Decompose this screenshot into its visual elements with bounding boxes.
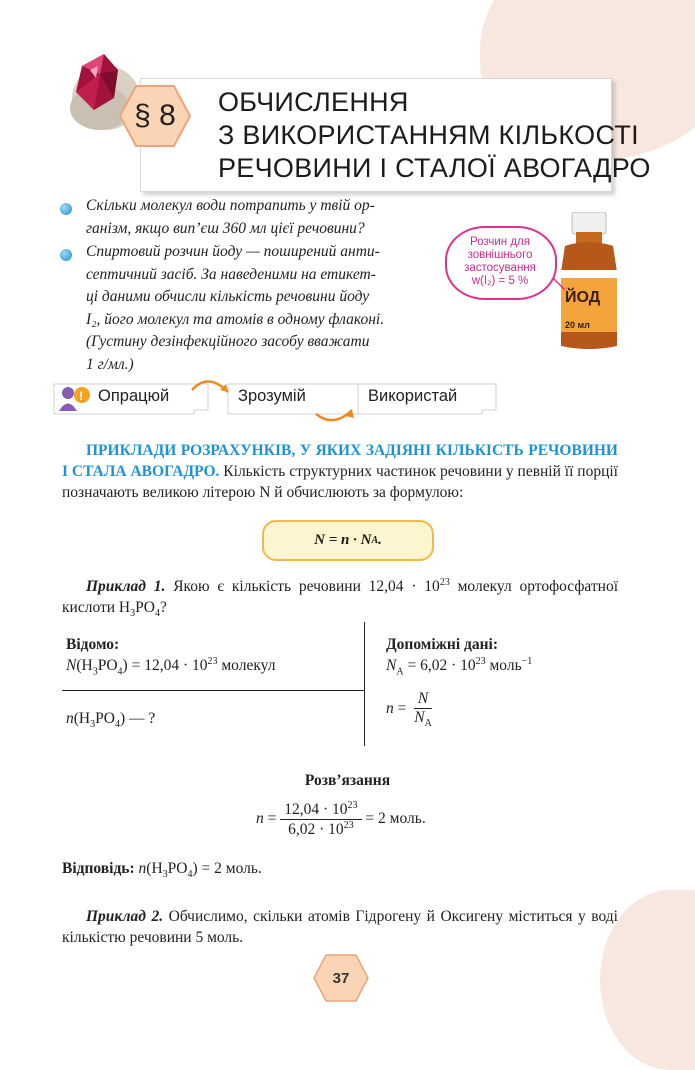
question-2-line: (Густину дезінфекційного засобу вважати	[86, 333, 370, 350]
example-1-text: PO	[135, 599, 155, 617]
question-2-line: 1 г/мл.)	[86, 355, 134, 373]
example-1-exp: 23	[439, 577, 450, 588]
page-number: 37	[332, 969, 350, 987]
aux-number: = 6,02 · 10	[403, 657, 476, 675]
callout-line: зовнішнього	[467, 249, 533, 261]
aux-title: Допоміжні дані:	[386, 636, 499, 653]
question-2-line: септичний засіб. За наведеними на етикет-	[86, 265, 376, 283]
answer-label: Відповідь:	[62, 860, 135, 877]
find-value: $n(H_3PO_4)$ — ?	[66, 710, 156, 731]
svg-text:!: !	[79, 389, 83, 403]
section-title	[218, 86, 651, 185]
callout-line: w(I₂) = 5 %	[471, 275, 529, 287]
formula-main: N = n · N	[314, 532, 372, 548]
question-2-line: ці даними обчисли кількість речовини йоду	[86, 288, 370, 305]
example-1-text: ?	[159, 599, 167, 617]
given-value: $N(H_3PO_4) = 12,04 \cdot 10^{23}$ молекул	[66, 656, 276, 678]
bullet-icon	[60, 249, 72, 261]
question-1	[86, 195, 446, 240]
callout-line: застосування	[464, 262, 536, 274]
example-1-text: Якою є кількість речовини 12,04 · 10	[165, 578, 440, 596]
given-title: Відомо:	[66, 636, 120, 653]
answer-value: = 2 моль.	[197, 860, 262, 877]
formula-sub: A	[371, 535, 379, 546]
section-title-line-2: З ВИКОРИСТАННЯМ КІЛЬКОСТІ	[218, 120, 639, 150]
question-1-line: ганізм, якщо вип’єш 360 мл цієї речовини?	[86, 219, 365, 237]
callout-line: Розчин для	[470, 236, 530, 248]
solution-den-exp: 23	[343, 820, 354, 832]
example-2-statement	[62, 906, 618, 948]
bottle-volume: 20 мл	[565, 320, 590, 330]
question-1-line: Скільки молекул води потрапить у твій ор-	[86, 197, 375, 214]
aux-unit: моль	[485, 657, 522, 675]
example-2-text: Обчислимо, скільки атомів Гідрогену й Оксигену міститься у воді кількістю речовини 5 моль.	[62, 908, 618, 946]
section-title-line-1: ОБЧИСЛЕННЯ	[218, 87, 409, 117]
section-number: § 8	[134, 99, 176, 132]
solution-denominator: 6,02 · 10	[288, 821, 344, 839]
aux-exp: 23	[475, 656, 486, 667]
intro-heading: ПРИКЛАДИ РОЗРАХУНКІВ, У ЯКИХ ЗАДІЯНІ КІЛЬКІСТЬ РЕЧОВИНИ І СТАЛА АВОГАДРО.	[62, 442, 618, 480]
solution-title: Розв’язання	[304, 772, 391, 789]
question-2-line: I₂, його молекул та атомів в одному флаконі.	[86, 310, 385, 328]
example-1-statement: Приклад 1. Якою є кількість речовини $12,04 \cdot 10^{23}$ молекул ортофосфатної кислоти $H_3PO_4$?	[62, 577, 619, 620]
step-use: Використай	[368, 387, 458, 405]
question-2	[86, 241, 446, 376]
bottle-brand: ЙОД	[565, 289, 601, 306]
aux-formula: n = $\frac{N}{N_A}$	[386, 690, 432, 730]
aux-unit-exp: −1	[521, 656, 533, 667]
table-divider-vertical	[364, 622, 365, 746]
table-divider-horizontal	[62, 690, 364, 691]
step-understand: Зрозумій	[238, 387, 306, 405]
aux-value: $N_A = 6,02 \cdot 10^{23}$ моль$^{-1}$	[386, 656, 533, 678]
intro-text: Кількість структурних частинок речовини у певній її порції позначають великою літерою N й обчислюють за формулою:	[62, 463, 618, 501]
bottle-callout-text	[447, 236, 553, 288]
answer: Відповідь: $n(H_3PO_4) = 2$ моль.	[62, 860, 262, 881]
learner-icon	[58, 384, 92, 412]
section-title-line-3: РЕЧОВИНИ І СТАЛОЇ АВОГАДРО	[218, 153, 651, 183]
bullet-icon	[60, 203, 72, 215]
example-2-label: Приклад 2.	[86, 908, 164, 925]
solution-result: = 2 моль.	[365, 810, 426, 828]
example-1-label: Приклад 1.	[86, 578, 166, 596]
given-exp: 23	[207, 656, 218, 667]
solution-formula: n = $\frac{12,04 \cdot 10^{23}}{6,02 \cdot 10^{23}}$ = 2 моль.	[256, 800, 426, 839]
solution-num-exp: 23	[347, 800, 358, 811]
question-2-line: Спиртовий розчин йоду — поширений анти-	[86, 243, 380, 260]
find-text: — ?	[125, 710, 156, 727]
solution-numerator: 12,04 · 10	[284, 801, 348, 819]
step-process: Опрацюй	[98, 387, 170, 405]
formula-box: N = n · N A .	[262, 520, 434, 561]
intro-paragraph	[62, 440, 618, 503]
given-unit: молекул	[217, 657, 276, 675]
example-1-text: молекул ортофосфатної кислоти H	[62, 578, 619, 617]
given-number: = 12,04 · 10	[131, 657, 208, 675]
